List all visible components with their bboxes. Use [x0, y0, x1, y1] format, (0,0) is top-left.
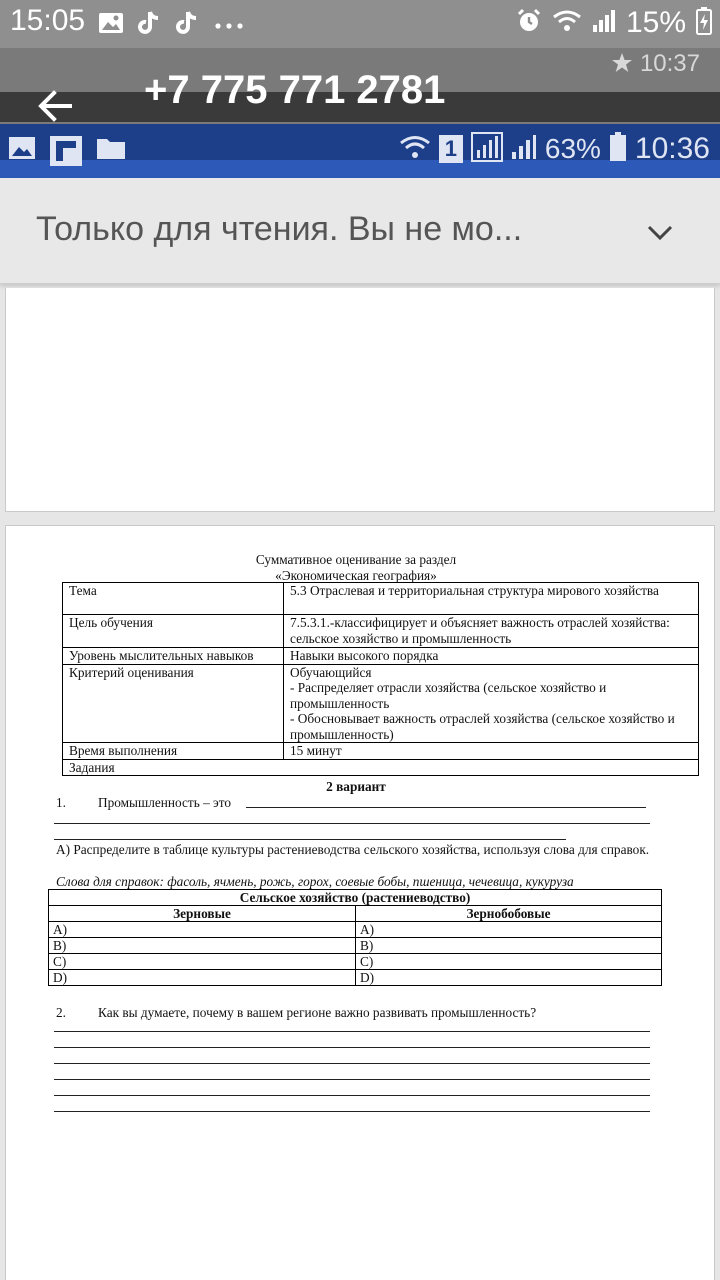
doc-heading-line1: Суммативное оценивание за раздел — [255, 552, 457, 567]
inner-left-icons — [8, 136, 126, 170]
chevron-down-icon — [640, 212, 680, 252]
inner-status-bar — [0, 124, 720, 178]
q2-number: 2. — [56, 1005, 66, 1020]
meta-key: Критерий оценивания — [63, 664, 284, 743]
answer-line — [54, 1079, 650, 1080]
sim-badge: 1 — [439, 135, 463, 163]
status-bar — [0, 0, 720, 48]
doc-heading-line2: «Экономическая география» — [275, 568, 437, 583]
readonly-banner[interactable] — [0, 178, 720, 284]
inner-right-icons — [399, 132, 710, 166]
cell-legume: B) — [356, 938, 662, 954]
agri-table-title: Сельское хозяйство (растениеводство) — [49, 890, 662, 906]
meta-value: 5.3 Отраслевая и территориальная структура мирового хозяйства — [284, 583, 699, 615]
cell-legume: A) — [356, 922, 662, 938]
signal-icon — [592, 9, 616, 38]
folder-icon — [96, 136, 126, 170]
tasks-label: Задания — [63, 759, 699, 776]
col-cereals: Зерновые — [49, 906, 356, 922]
status-time: 15:05 — [10, 4, 86, 37]
meta-value: 15 минут — [284, 743, 699, 760]
battery-percent: 15% — [625, 6, 686, 39]
cell-cereal: D) — [49, 970, 356, 986]
notification-icons — [98, 10, 244, 41]
back-button[interactable] — [32, 82, 80, 130]
wifi-icon — [552, 9, 582, 38]
variant-label: 2 вариант — [326, 779, 386, 794]
inner-time: 10:36 — [634, 132, 710, 165]
meta-value: 7.5.3.1.-классифицирует и объясняет важность отраслей хозяйства: сельское хозяйство и промышленность — [284, 615, 699, 648]
hint-text: Слова для справок: фасоль, ячмень, рожь, горох, соевые бобы, пшеница, чечевица, кукуруза — [56, 874, 574, 889]
document-page-blank — [5, 288, 715, 512]
q1-text: Промышленность – это — [98, 795, 232, 810]
answer-line — [54, 1095, 650, 1096]
cell-cereal: A) — [49, 922, 356, 938]
signal-icon — [511, 134, 537, 164]
meta-value: Навыки высокого порядка — [284, 648, 699, 665]
cell-cereal: C) — [49, 954, 356, 970]
status-right-icons — [516, 6, 712, 40]
inner-battery-percent: 63% — [544, 133, 601, 164]
meta-key: Тема — [63, 583, 284, 615]
answer-line — [54, 839, 566, 840]
readonly-text: Только для чтения. Вы не мо... — [36, 210, 523, 248]
meta-value-criteria — [284, 664, 699, 743]
answer-line — [54, 1031, 650, 1032]
expand-button[interactable] — [640, 212, 680, 252]
meta-key: Цель обучения — [63, 615, 284, 648]
tiktok-icon — [138, 10, 162, 41]
gallery-icon — [8, 136, 36, 170]
meta-table — [62, 582, 699, 776]
battery-charging-icon — [696, 7, 712, 40]
answer-line — [54, 1111, 650, 1112]
cell-legume: D) — [356, 970, 662, 986]
criteria-line: Обучающийся — [290, 664, 372, 680]
ghost-clock: 10:37 — [611, 50, 700, 78]
answer-line — [246, 807, 646, 808]
q2-text: Как вы думаете, почему в вашем регионе важно развивать промышленность? — [98, 1005, 537, 1020]
criteria-line: - Распределяет отрасли хозяйства (сельское хозяйство и промышленность — [290, 680, 607, 711]
meta-key: Время выполнения — [63, 743, 284, 760]
more-icon — [214, 17, 244, 35]
cell-cereal: B) — [49, 938, 356, 954]
contact-title: +7 775 771 2781 — [144, 68, 446, 112]
signal-frame-icon — [471, 132, 503, 166]
col-legumes: Зернобобовые — [356, 906, 662, 922]
answer-line — [54, 1063, 650, 1064]
task-a-text: А) Распределите в таблице культуры растениеводства сельского хозяйства, используя слова для справок. — [56, 842, 650, 857]
document-page — [5, 525, 715, 1280]
cell-legume: C) — [356, 954, 662, 970]
wifi-icon — [399, 134, 431, 164]
flipboard-icon — [50, 136, 82, 170]
battery-icon — [609, 132, 627, 166]
agriculture-table — [48, 889, 662, 986]
meta-key: Уровень мыслительных навыков — [63, 648, 284, 665]
answer-line — [54, 1047, 650, 1048]
gallery-icon — [98, 12, 124, 39]
answer-line — [54, 823, 650, 824]
back-arrow-icon — [32, 82, 80, 130]
q1-number: 1. — [56, 795, 66, 810]
criteria-line: - Обосновывает важность отраслей хозяйства (сельское хозяйство и промышленность) — [290, 711, 675, 742]
tiktok-icon — [176, 10, 200, 41]
alarm-icon — [516, 8, 542, 39]
